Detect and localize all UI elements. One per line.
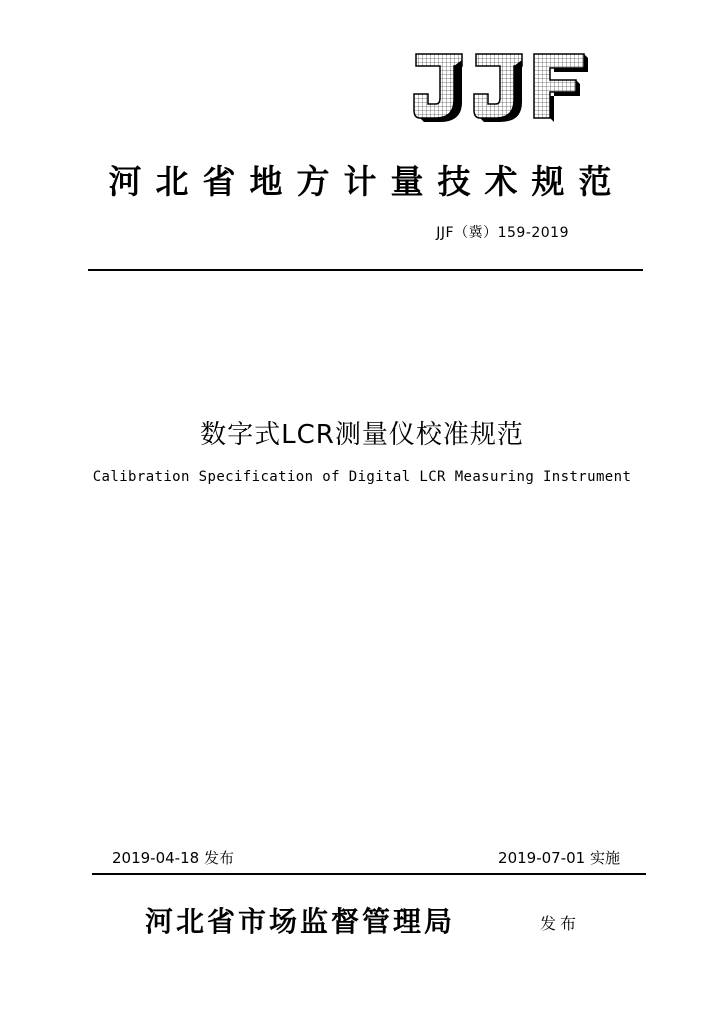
publish-date: 2019-04-18 发布 xyxy=(112,849,234,867)
standard-category-title: 河北省地方计量技术规范 xyxy=(108,162,626,201)
effective-date: 2019-07-01 实施 xyxy=(498,849,620,867)
bottom-divider xyxy=(92,873,646,875)
issuing-authority: 河北省市场监督管理局 xyxy=(145,905,456,938)
document-title-chinese: 数字式LCR测量仪校准规范 xyxy=(200,420,524,450)
top-divider xyxy=(88,269,643,271)
jjf-logo xyxy=(410,50,590,122)
document-title-english: Calibration Specification of Digital LCR Measuring Instrument xyxy=(92,469,632,485)
issuing-authority-suffix: 发布 xyxy=(540,914,581,933)
standard-code: JJF（冀）159-2019 xyxy=(436,225,569,241)
